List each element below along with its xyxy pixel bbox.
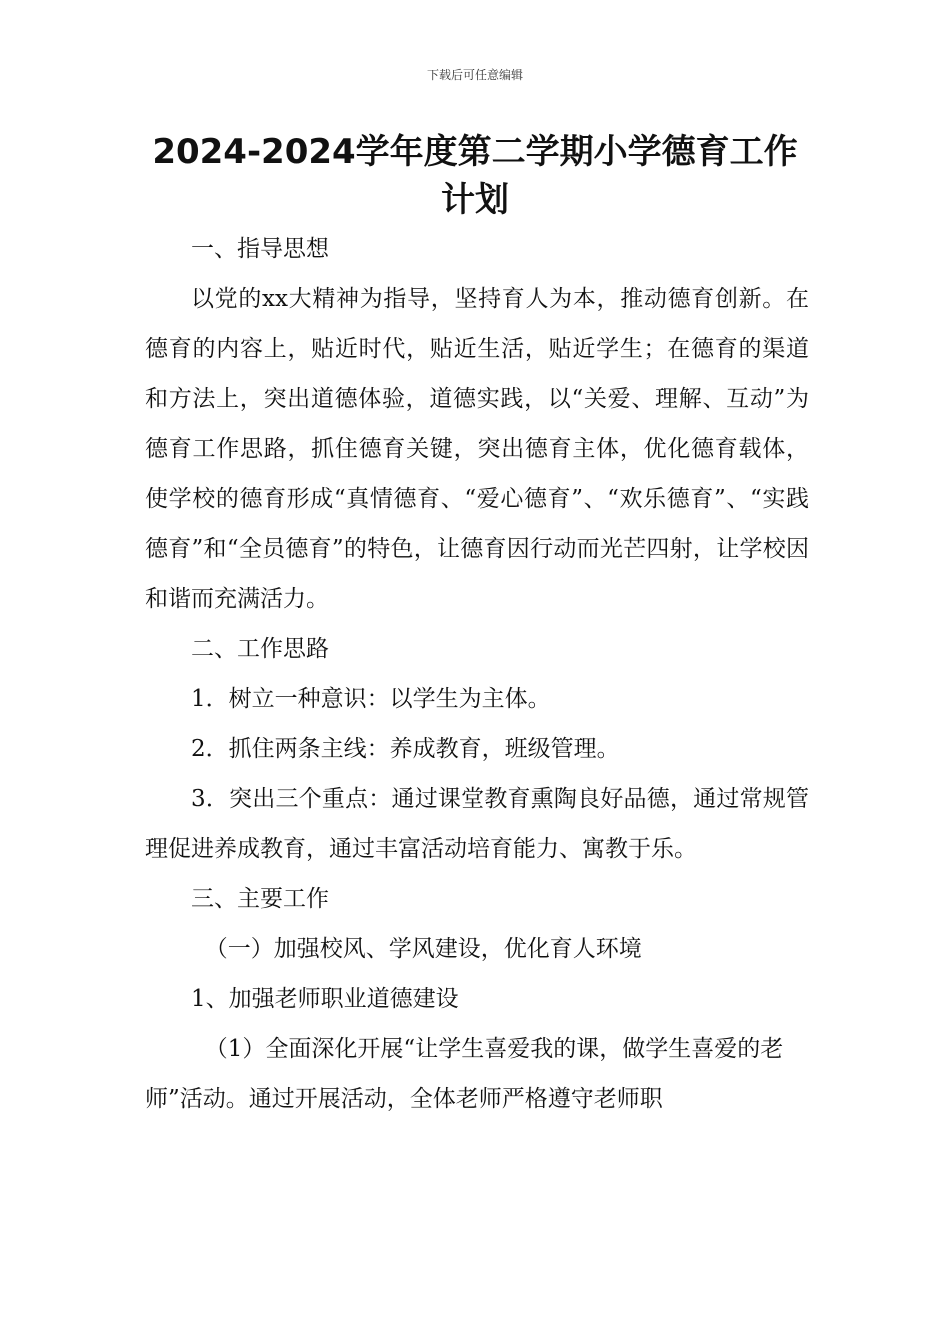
document-body [145,224,809,1124]
section-heading-main-work: 三、主要工作 [191,886,329,912]
guiding-ideology-paragraph: 以党的xx大精神为指导，坚持育人为本，推动德育创新。在德育的内容上，贴近时代，贴近生活，贴近学生；在德育的渠道和方法上，突出道德体验，道德实践，以“关爱、理解、互动”为德育工作思路，抓住德育关键，突出德育主体，优化德育载体，使学校的德育形成“真情德育、“爱心德育”、“欢乐德育”、“实践德育”和“全员德育”的特色，让德育因行动而光芒四射，让学校因和谐而充满活力。 [145,286,809,612]
work-approach-item-2: 2．抓住两条主线：养成教育，班级管理。 [191,736,620,762]
main-work-item-1: 1、加强老师职业道德建设 [191,986,459,1012]
section-heading-guiding-ideology: 一、指导思想 [191,236,329,262]
section-heading-work-approach: 二、工作思路 [191,636,329,662]
document-title: 2024-2024学年度第二学期小学德育工作计划 [152,132,798,220]
header-note: 下载后可任意编辑 [426,68,523,82]
work-approach-item-1: 1．树立一种意识：以学生为主体。 [191,686,551,712]
main-work-item-1-1: （1）全面深化开展“让学生喜爱我的课，做学生喜爱的老师”活动。通过开展活动，全体老师严格遵守老师职 [145,1036,784,1112]
main-work-subheading: （一）加强校风、学风建设，优化育人环境 [204,936,642,962]
work-approach-item-3: 3．突出三个重点：通过课堂教育熏陶良好品德，通过常规管理促进养成教育，通过丰富活动培育能力、寓教于乐。 [145,786,809,862]
